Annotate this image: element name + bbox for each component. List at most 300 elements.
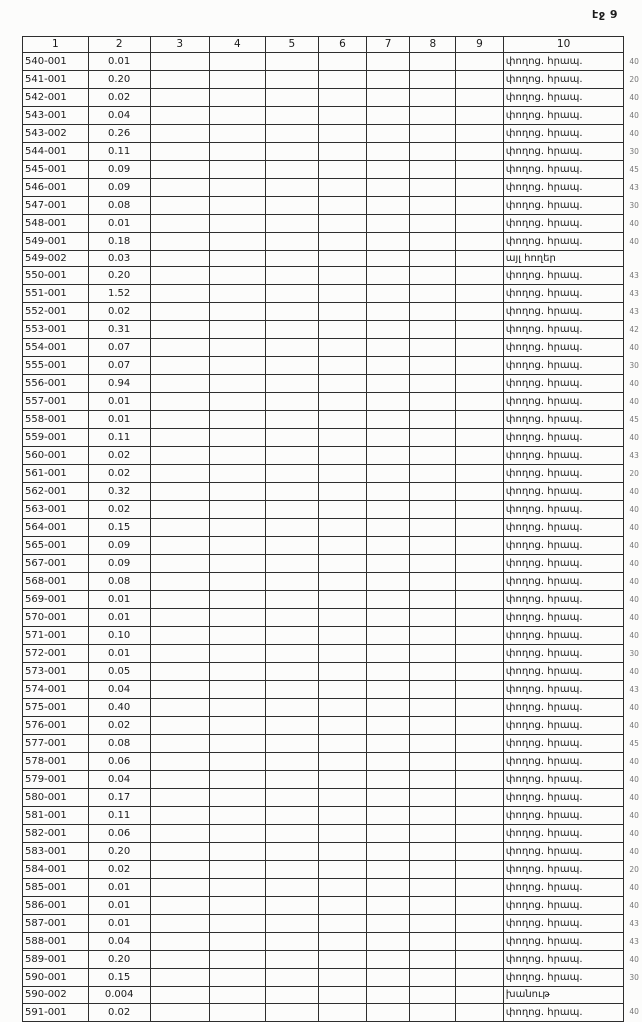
area-cell: 0.01 xyxy=(88,591,150,609)
empty-cell xyxy=(265,987,319,1003)
land-use-cell: փողոց. հրապ. xyxy=(503,843,624,861)
empty-cell xyxy=(150,215,210,233)
empty-cell xyxy=(410,537,456,555)
empty-cell xyxy=(410,215,456,233)
parcel-code-cell: 555-001 xyxy=(23,357,89,375)
empty-cell xyxy=(150,143,210,161)
empty-cell xyxy=(366,285,410,303)
parcel-code-cell: 574-001 xyxy=(23,681,89,699)
empty-cell xyxy=(366,179,410,197)
empty-cell xyxy=(319,1003,367,1021)
land-use-cell: փողոց. հրապ. xyxy=(503,915,624,933)
empty-cell xyxy=(456,267,504,285)
empty-cell xyxy=(319,519,367,537)
table-row xyxy=(23,573,642,591)
land-use-cell: խանութ xyxy=(503,987,624,1003)
table-row xyxy=(23,591,642,609)
area-cell: 0.01 xyxy=(88,215,150,233)
table-row xyxy=(23,717,642,735)
empty-cell xyxy=(210,735,266,753)
empty-cell xyxy=(410,573,456,591)
empty-cell xyxy=(150,501,210,519)
empty-cell xyxy=(456,447,504,465)
empty-cell xyxy=(150,1003,210,1021)
empty-cell xyxy=(319,179,367,197)
land-use-cell: փողոց. հրապ. xyxy=(503,969,624,987)
area-cell: 0.01 xyxy=(88,53,150,71)
table-row xyxy=(23,375,642,393)
empty-cell xyxy=(265,861,319,879)
empty-cell xyxy=(210,393,266,411)
empty-cell xyxy=(210,789,266,807)
scan-edge-artifact: 40 xyxy=(629,702,639,712)
empty-cell xyxy=(150,537,210,555)
land-use-cell: փողոց. հրապ. xyxy=(503,357,624,375)
empty-cell xyxy=(319,339,367,357)
empty-cell xyxy=(366,825,410,843)
empty-cell xyxy=(456,573,504,591)
empty-cell xyxy=(210,197,266,215)
empty-cell xyxy=(366,699,410,717)
scan-edge-artifact: 43 xyxy=(629,684,639,694)
scan-edge-artifact: 30 xyxy=(629,972,639,982)
land-use-cell: փողոց. հրապ. xyxy=(503,879,624,897)
empty-cell xyxy=(410,915,456,933)
land-use-cell: փողոց. հրապ. xyxy=(503,789,624,807)
land-use-cell: փողոց. հրապ. xyxy=(503,483,624,501)
empty-cell xyxy=(265,825,319,843)
table-row xyxy=(23,951,642,969)
table-row xyxy=(23,303,642,321)
empty-cell xyxy=(210,143,266,161)
empty-cell xyxy=(366,411,410,429)
empty-cell xyxy=(210,915,266,933)
table-body xyxy=(23,53,642,1022)
area-cell: 0.02 xyxy=(88,501,150,519)
area-cell: 0.20 xyxy=(88,71,150,89)
empty-cell xyxy=(366,555,410,573)
empty-cell xyxy=(366,519,410,537)
empty-cell xyxy=(366,53,410,71)
empty-cell xyxy=(210,627,266,645)
scan-edge-artifact: 30 xyxy=(629,200,639,210)
empty-cell xyxy=(210,555,266,573)
empty-cell xyxy=(456,717,504,735)
parcel-code-cell: 585-001 xyxy=(23,879,89,897)
land-use-cell: փողոց. հրապ. xyxy=(503,303,624,321)
land-use-cell: փողոց. հրապ. xyxy=(503,447,624,465)
land-use-cell: փողոց. հրապ. xyxy=(503,143,624,161)
empty-cell xyxy=(366,501,410,519)
land-use-cell: փողոց. հրապ. xyxy=(503,197,624,215)
scan-edge-artifact: 43 xyxy=(629,936,639,946)
empty-cell xyxy=(150,987,210,1003)
empty-cell xyxy=(150,951,210,969)
empty-cell xyxy=(410,825,456,843)
empty-cell xyxy=(410,933,456,951)
empty-cell xyxy=(319,609,367,627)
parcel-code-cell: 570-001 xyxy=(23,609,89,627)
empty-cell xyxy=(150,519,210,537)
area-cell: 0.004 xyxy=(88,987,150,1003)
empty-cell xyxy=(150,609,210,627)
area-cell: 0.02 xyxy=(88,447,150,465)
empty-cell xyxy=(265,143,319,161)
land-use-cell: փողոց. հրապ. xyxy=(503,125,624,143)
empty-cell xyxy=(366,609,410,627)
empty-cell xyxy=(456,1003,504,1021)
table-row xyxy=(23,107,642,125)
scan-edge-artifact: 40 xyxy=(629,218,639,228)
empty-cell xyxy=(319,843,367,861)
empty-cell xyxy=(410,879,456,897)
area-cell: 0.06 xyxy=(88,753,150,771)
empty-cell xyxy=(410,267,456,285)
land-use-cell: փողոց. հրապ. xyxy=(503,573,624,591)
table-row xyxy=(23,483,642,501)
empty-cell xyxy=(210,267,266,285)
parcel-code-cell: 590-001 xyxy=(23,969,89,987)
empty-cell xyxy=(456,645,504,663)
scan-edge-artifact: 40 xyxy=(629,720,639,730)
empty-cell xyxy=(410,447,456,465)
empty-cell xyxy=(366,591,410,609)
empty-cell xyxy=(410,429,456,447)
parcel-code-cell: 579-001 xyxy=(23,771,89,789)
table-row xyxy=(23,825,642,843)
area-cell: 0.17 xyxy=(88,789,150,807)
empty-cell xyxy=(366,771,410,789)
empty-cell xyxy=(210,483,266,501)
area-cell: 0.01 xyxy=(88,609,150,627)
scan-edge-artifact: 40 xyxy=(629,846,639,856)
area-cell: 0.09 xyxy=(88,161,150,179)
empty-cell xyxy=(210,645,266,663)
empty-cell xyxy=(265,339,319,357)
parcel-code-cell: 554-001 xyxy=(23,339,89,357)
empty-cell xyxy=(366,663,410,681)
area-cell: 0.01 xyxy=(88,879,150,897)
scan-edge-artifact xyxy=(624,251,642,267)
parcel-code-cell: 580-001 xyxy=(23,789,89,807)
scan-edge-artifact: 43 xyxy=(629,182,639,192)
empty-cell xyxy=(210,179,266,197)
empty-cell xyxy=(366,197,410,215)
empty-cell xyxy=(456,89,504,107)
land-use-cell: փողոց. հրապ. xyxy=(503,951,624,969)
empty-cell xyxy=(210,107,266,125)
empty-cell xyxy=(456,161,504,179)
area-cell: 0.01 xyxy=(88,897,150,915)
parcel-code-cell: 551-001 xyxy=(23,285,89,303)
empty-cell xyxy=(265,879,319,897)
empty-cell xyxy=(410,143,456,161)
table-row xyxy=(23,537,642,555)
parcel-code-cell: 545-001 xyxy=(23,161,89,179)
table-header-row xyxy=(23,37,642,53)
area-cell: 0.20 xyxy=(88,267,150,285)
area-cell: 0.15 xyxy=(88,519,150,537)
empty-cell xyxy=(456,519,504,537)
table-row xyxy=(23,501,642,519)
empty-cell xyxy=(366,915,410,933)
empty-cell xyxy=(456,53,504,71)
scan-edge-artifact: 40 xyxy=(629,1007,639,1017)
empty-cell xyxy=(366,645,410,663)
land-use-cell: փողոց. հրապ. xyxy=(503,771,624,789)
empty-cell xyxy=(319,251,367,267)
empty-cell xyxy=(210,951,266,969)
scan-edge-artifact: 40 xyxy=(629,128,639,138)
empty-cell xyxy=(210,233,266,251)
land-use-cell: փողոց. հրապ. xyxy=(503,411,624,429)
empty-cell xyxy=(210,429,266,447)
empty-cell xyxy=(456,537,504,555)
scan-edge-artifact: 43 xyxy=(629,918,639,928)
empty-cell xyxy=(210,357,266,375)
empty-cell xyxy=(410,161,456,179)
page-number-label: էջ 9 xyxy=(592,8,618,21)
empty-cell xyxy=(150,897,210,915)
scan-edge-artifact: 40 xyxy=(629,92,639,102)
parcel-code-cell: 549-002 xyxy=(23,251,89,267)
table-row xyxy=(23,861,642,879)
empty-cell xyxy=(456,753,504,771)
empty-cell xyxy=(456,843,504,861)
empty-cell xyxy=(210,897,266,915)
empty-cell xyxy=(366,125,410,143)
scan-edge-artifact: 45 xyxy=(629,414,639,424)
empty-cell xyxy=(150,465,210,483)
empty-cell xyxy=(265,1003,319,1021)
empty-cell xyxy=(410,501,456,519)
land-use-cell: փողոց. հրապ. xyxy=(503,753,624,771)
table-row xyxy=(23,143,642,161)
empty-cell xyxy=(210,537,266,555)
empty-cell xyxy=(210,663,266,681)
area-cell: 0.15 xyxy=(88,969,150,987)
column-header: 2 xyxy=(88,37,150,53)
empty-cell xyxy=(456,339,504,357)
area-cell: 0.05 xyxy=(88,663,150,681)
empty-cell xyxy=(456,915,504,933)
empty-cell xyxy=(210,843,266,861)
area-cell: 0.09 xyxy=(88,537,150,555)
empty-cell xyxy=(366,143,410,161)
empty-cell xyxy=(150,357,210,375)
land-use-cell: փողոց. հրապ. xyxy=(503,267,624,285)
column-header: 7 xyxy=(366,37,410,53)
area-cell: 0.01 xyxy=(88,645,150,663)
table-row xyxy=(23,393,642,411)
empty-cell xyxy=(456,215,504,233)
empty-cell xyxy=(410,519,456,537)
scan-edge-artifact: 30 xyxy=(629,146,639,156)
empty-cell xyxy=(150,789,210,807)
empty-cell xyxy=(150,71,210,89)
scan-edge-artifact: 20 xyxy=(629,74,639,84)
empty-cell xyxy=(210,411,266,429)
empty-cell xyxy=(366,969,410,987)
empty-cell xyxy=(456,303,504,321)
scan-edge-artifact xyxy=(624,987,642,1003)
empty-cell xyxy=(210,807,266,825)
area-cell: 0.03 xyxy=(88,251,150,267)
table-row xyxy=(23,285,642,303)
empty-cell xyxy=(210,501,266,519)
empty-cell xyxy=(150,429,210,447)
empty-cell xyxy=(366,375,410,393)
parcel-code-cell: 567-001 xyxy=(23,555,89,573)
scan-edge-artifact: 40 xyxy=(629,900,639,910)
empty-cell xyxy=(456,501,504,519)
empty-cell xyxy=(319,861,367,879)
land-use-cell: փողոց. հրապ. xyxy=(503,89,624,107)
scan-edge-artifact: 40 xyxy=(629,110,639,120)
empty-cell xyxy=(456,321,504,339)
parcel-code-cell: 573-001 xyxy=(23,663,89,681)
empty-cell xyxy=(456,591,504,609)
empty-cell xyxy=(210,609,266,627)
empty-cell xyxy=(410,89,456,107)
parcel-code-cell: 542-001 xyxy=(23,89,89,107)
empty-cell xyxy=(410,233,456,251)
scan-edge-artifact: 40 xyxy=(629,504,639,514)
table-row xyxy=(23,267,642,285)
empty-cell xyxy=(456,197,504,215)
land-use-cell: փողոց. հրապ. xyxy=(503,861,624,879)
area-cell: 0.02 xyxy=(88,717,150,735)
empty-cell xyxy=(410,357,456,375)
empty-cell xyxy=(319,143,367,161)
area-cell: 0.08 xyxy=(88,735,150,753)
land-use-cell: փողոց. հրապ. xyxy=(503,339,624,357)
empty-cell xyxy=(150,969,210,987)
empty-cell xyxy=(150,843,210,861)
empty-cell xyxy=(265,285,319,303)
table-row xyxy=(23,71,642,89)
area-cell: 0.31 xyxy=(88,321,150,339)
empty-cell xyxy=(265,71,319,89)
table-row xyxy=(23,339,642,357)
empty-cell xyxy=(150,411,210,429)
parcel-code-cell: 571-001 xyxy=(23,627,89,645)
empty-cell xyxy=(210,933,266,951)
empty-cell xyxy=(410,843,456,861)
parcel-code-cell: 588-001 xyxy=(23,933,89,951)
empty-cell xyxy=(210,987,266,1003)
parcel-code-cell: 564-001 xyxy=(23,519,89,537)
empty-cell xyxy=(319,285,367,303)
empty-cell xyxy=(265,735,319,753)
empty-cell xyxy=(150,161,210,179)
empty-cell xyxy=(456,393,504,411)
parcel-code-cell: 544-001 xyxy=(23,143,89,161)
area-cell: 0.20 xyxy=(88,951,150,969)
empty-cell xyxy=(319,681,367,699)
empty-cell xyxy=(210,375,266,393)
empty-cell xyxy=(456,987,504,1003)
column-header: 5 xyxy=(265,37,319,53)
cadastre-table xyxy=(22,36,642,1022)
empty-cell xyxy=(265,681,319,699)
empty-cell xyxy=(150,89,210,107)
empty-cell xyxy=(456,555,504,573)
area-cell: 0.32 xyxy=(88,483,150,501)
land-use-cell: փողոց. հրապ. xyxy=(503,321,624,339)
land-use-cell: փողոց. հրապ. xyxy=(503,519,624,537)
scan-edge-artifact: 40 xyxy=(629,558,639,568)
table-row xyxy=(23,681,642,699)
parcel-code-cell: 557-001 xyxy=(23,393,89,411)
empty-cell xyxy=(210,285,266,303)
empty-cell xyxy=(456,771,504,789)
empty-cell xyxy=(265,537,319,555)
empty-cell xyxy=(410,411,456,429)
table-row xyxy=(23,969,642,987)
empty-cell xyxy=(456,789,504,807)
empty-cell xyxy=(456,609,504,627)
parcel-code-cell: 568-001 xyxy=(23,573,89,591)
empty-cell xyxy=(366,807,410,825)
table-row xyxy=(23,807,642,825)
empty-cell xyxy=(150,915,210,933)
empty-cell xyxy=(366,357,410,375)
parcel-code-cell: 553-001 xyxy=(23,321,89,339)
land-use-cell: փողոց. հրապ. xyxy=(503,663,624,681)
land-use-cell: փողոց. հրապ. xyxy=(503,179,624,197)
empty-cell xyxy=(265,267,319,285)
empty-cell xyxy=(265,233,319,251)
parcel-code-cell: 578-001 xyxy=(23,753,89,771)
parcel-code-cell: 576-001 xyxy=(23,717,89,735)
empty-cell xyxy=(410,969,456,987)
land-use-cell: փողոց. հրապ. xyxy=(503,465,624,483)
empty-cell xyxy=(210,699,266,717)
land-use-cell: փողոց. հրապ. xyxy=(503,627,624,645)
empty-cell xyxy=(265,251,319,267)
scan-edge-artifact: 40 xyxy=(629,630,639,640)
scan-edge-artifact: 30 xyxy=(629,648,639,658)
area-cell: 0.09 xyxy=(88,555,150,573)
empty-cell xyxy=(410,71,456,89)
parcel-code-cell: 583-001 xyxy=(23,843,89,861)
empty-cell xyxy=(456,429,504,447)
empty-cell xyxy=(319,951,367,969)
column-header: 3 xyxy=(150,37,210,53)
empty-cell xyxy=(319,915,367,933)
empty-cell xyxy=(366,951,410,969)
empty-cell xyxy=(265,375,319,393)
column-header: 8 xyxy=(410,37,456,53)
empty-cell xyxy=(366,861,410,879)
empty-cell xyxy=(410,339,456,357)
empty-cell xyxy=(210,591,266,609)
parcel-code-cell: 569-001 xyxy=(23,591,89,609)
empty-cell xyxy=(265,501,319,519)
area-cell: 0.11 xyxy=(88,807,150,825)
parcel-code-cell: 562-001 xyxy=(23,483,89,501)
scan-edge-artifact: 40 xyxy=(629,540,639,550)
empty-cell xyxy=(410,717,456,735)
empty-cell xyxy=(366,1003,410,1021)
empty-cell xyxy=(410,375,456,393)
parcel-code-cell: 565-001 xyxy=(23,537,89,555)
empty-cell xyxy=(366,573,410,591)
empty-cell xyxy=(319,411,367,429)
empty-cell xyxy=(210,215,266,233)
area-cell: 0.08 xyxy=(88,197,150,215)
